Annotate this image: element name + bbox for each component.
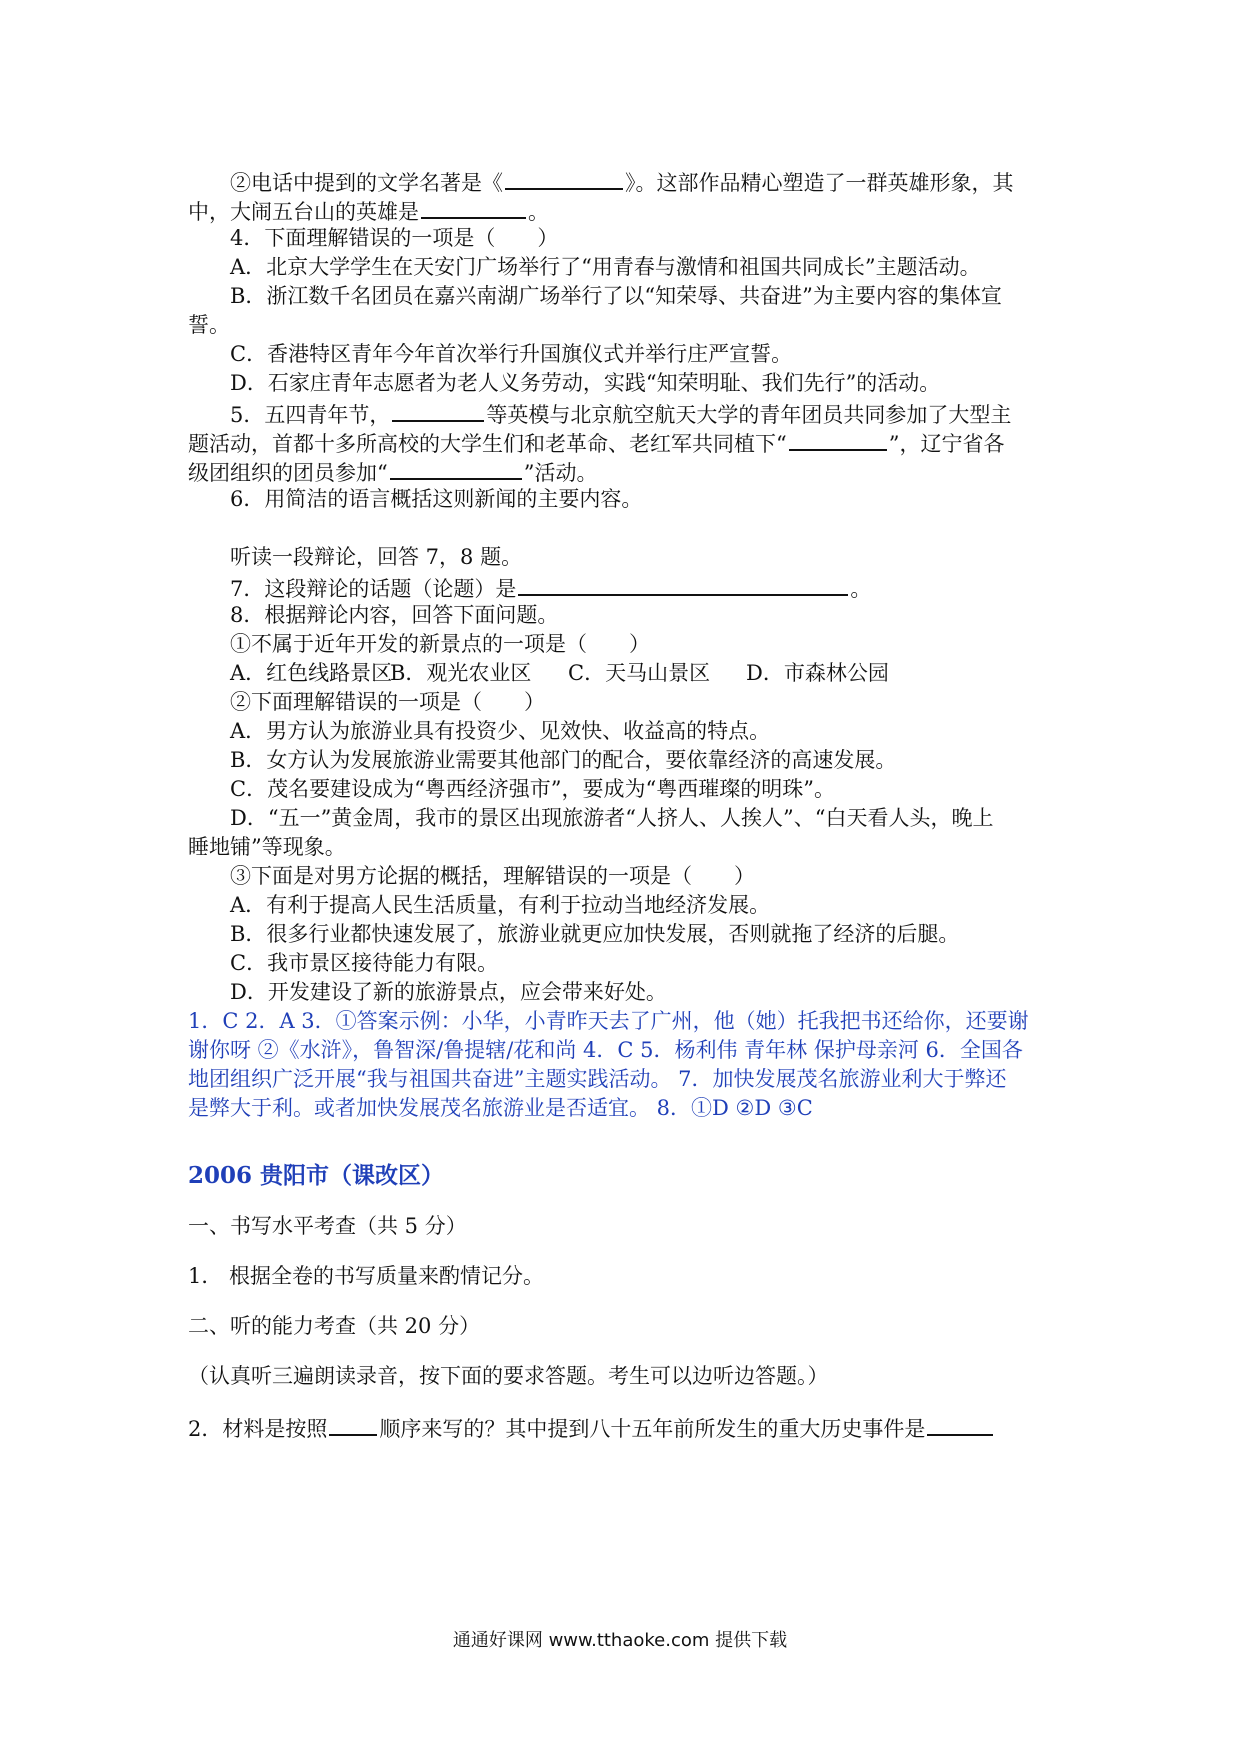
answer-blank [392, 398, 484, 422]
text: 中，大闹五台山的英雄是 [188, 200, 419, 224]
q8-sub3-d: D．开发建设了新的旅游景点，应会带来好处。 [230, 980, 667, 1004]
part2-title: 二、听的能力考查（共 20 分） [188, 1314, 481, 1338]
part2-question [188, 1412, 1058, 1443]
q8-sub2-d: D．“五一”黄金周，我市的景区出现旅游者“人挤人、人挨人”、“白天看人头，晚上 [230, 806, 994, 830]
option-b: B．观光农业区 [390, 661, 532, 685]
q8-sub1-options [230, 659, 1060, 687]
q4-option-d: D．石家庄青年志愿者为老人义务劳动，实践“知荣明耻、我们先行”的活动。 [230, 371, 941, 395]
answer-line: 谢你呀 ②《水浒》，鲁智深/鲁提辖/花和尚 4．C 5．杨利伟 青年林 保护母亲河 6．全国各 [188, 1038, 1023, 1062]
q5-line1 [230, 398, 1060, 429]
text: 顺序来写的？其中提到八十五年前所发生的重大历史事件是 [379, 1417, 926, 1441]
answer-blank [518, 572, 848, 596]
text: 5．五四青年节， [230, 403, 391, 427]
q3-part2-line2 [188, 195, 1058, 226]
answer-blank [421, 195, 526, 219]
q8-sub3-a: A．有利于提高人民生活质量，有利于拉动当地经济发展。 [230, 893, 771, 917]
text: 题活动，首都十多所高校的大学生们和老革命、老红军共同植下“ [188, 432, 787, 456]
section-title: 2006 贵阳市（课改区） [188, 1162, 445, 1189]
q8-sub1: ①不属于近年开发的新景点的一项是（ ） [230, 632, 650, 656]
q8-sub2: ②下面理解错误的一项是（ ） [230, 690, 545, 714]
answer-blank [390, 456, 522, 480]
q5-line2 [188, 427, 1058, 458]
part1-title: 一、书写水平考查（共 5 分） [188, 1214, 467, 1238]
text: ”活动。 [523, 461, 598, 485]
answer-line: 地团组织广泛开展“我与祖国共奋进”主题实践活动。 7．加快发展茂名旅游业利大于弊还 [188, 1067, 1007, 1091]
q8-stem: 8．根据辩论内容，回答下面问题。 [230, 603, 559, 627]
part2-note: （认真听三遍朗读录音，按下面的要求答题。考生可以边听边答题。） [188, 1364, 829, 1388]
answer-blank [505, 166, 623, 190]
text: 。 [850, 577, 872, 601]
text: ②电话中提到的文学名著是《 [230, 171, 503, 195]
q7 [230, 572, 1060, 603]
answer-line: 1．C 2．A 3．①答案示例：小华，小青昨天去了广州，他（她）托我把书还给你，还要谢 [188, 1009, 1029, 1033]
q4-option-b-cont: 誓。 [188, 313, 230, 337]
q4-option-c: C．香港特区青年今年首次举行升国旗仪式并举行庄严宣誓。 [230, 342, 793, 366]
answer-line: 是弊大于利。或者加快发展茂名旅游业是否适宜。 8．①D ②D ③C [188, 1096, 813, 1120]
q5-line3 [188, 456, 1058, 487]
text: ”，辽宁省各 [888, 432, 1005, 456]
q8-sub2-c: C．茂名要建设成为“粤西经济强市”，要成为“粤西璀璨的明珠”。 [230, 777, 836, 801]
answer-blank [329, 1412, 377, 1436]
q8-sub2-d-cont: 睡地铺”等现象。 [188, 835, 346, 859]
option-a: A．红色线路景区 [230, 661, 393, 685]
part1-question: 1． 根据全卷的书写质量来酌情记分。 [188, 1264, 545, 1288]
text: 2．材料是按照 [188, 1417, 328, 1441]
text: 级团组织的团员参加“ [188, 461, 388, 485]
page-footer: 通通好课网 www.tthaoke.com 提供下载 [452, 1630, 788, 1651]
q4-stem: 4．下面理解错误的一项是（ ） [230, 226, 559, 250]
answer-blank [927, 1412, 993, 1436]
option-c: C．天马山景区 [568, 661, 711, 685]
answer-blank [789, 427, 887, 451]
option-d: D．市森林公园 [746, 661, 889, 685]
q8-sub3-c: C．我市景区接待能力有限。 [230, 951, 499, 975]
listen-intro: 听读一段辩论，回答 7，8 题。 [230, 545, 523, 569]
text: 》。这部作品精心塑造了一群英雄形象，其 [625, 171, 1014, 195]
text: 7．这段辩论的话题（论题）是 [230, 577, 517, 601]
text: 等英模与北京航空航天大学的青年团员共同参加了大型主 [486, 403, 1012, 427]
q8-sub3: ③下面是对男方论据的概括，理解错误的一项是（ ） [230, 864, 755, 888]
q6: 6．用简洁的语言概括这则新闻的主要内容。 [230, 487, 643, 511]
q8-sub2-b: B．女方认为发展旅游业需要其他部门的配合，要依靠经济的高速发展。 [230, 748, 897, 772]
q4-option-b: B．浙江数千名团员在嘉兴南湖广场举行了以“知荣辱、共奋进”为主要内容的集体宣 [230, 284, 1002, 308]
q4-option-a: A．北京大学学生在天安门广场举行了“用青春与激情和祖国共同成长”主题活动。 [230, 255, 981, 279]
q8-sub2-a: A．男方认为旅游业具有投资少、见效快、收益高的特点。 [230, 719, 771, 743]
text: 。 [528, 200, 549, 224]
q3-part2-line1 [230, 166, 1060, 197]
q8-sub3-b: B．很多行业都快速发展了，旅游业就更应加快发展，否则就拖了经济的后腿。 [230, 922, 960, 946]
